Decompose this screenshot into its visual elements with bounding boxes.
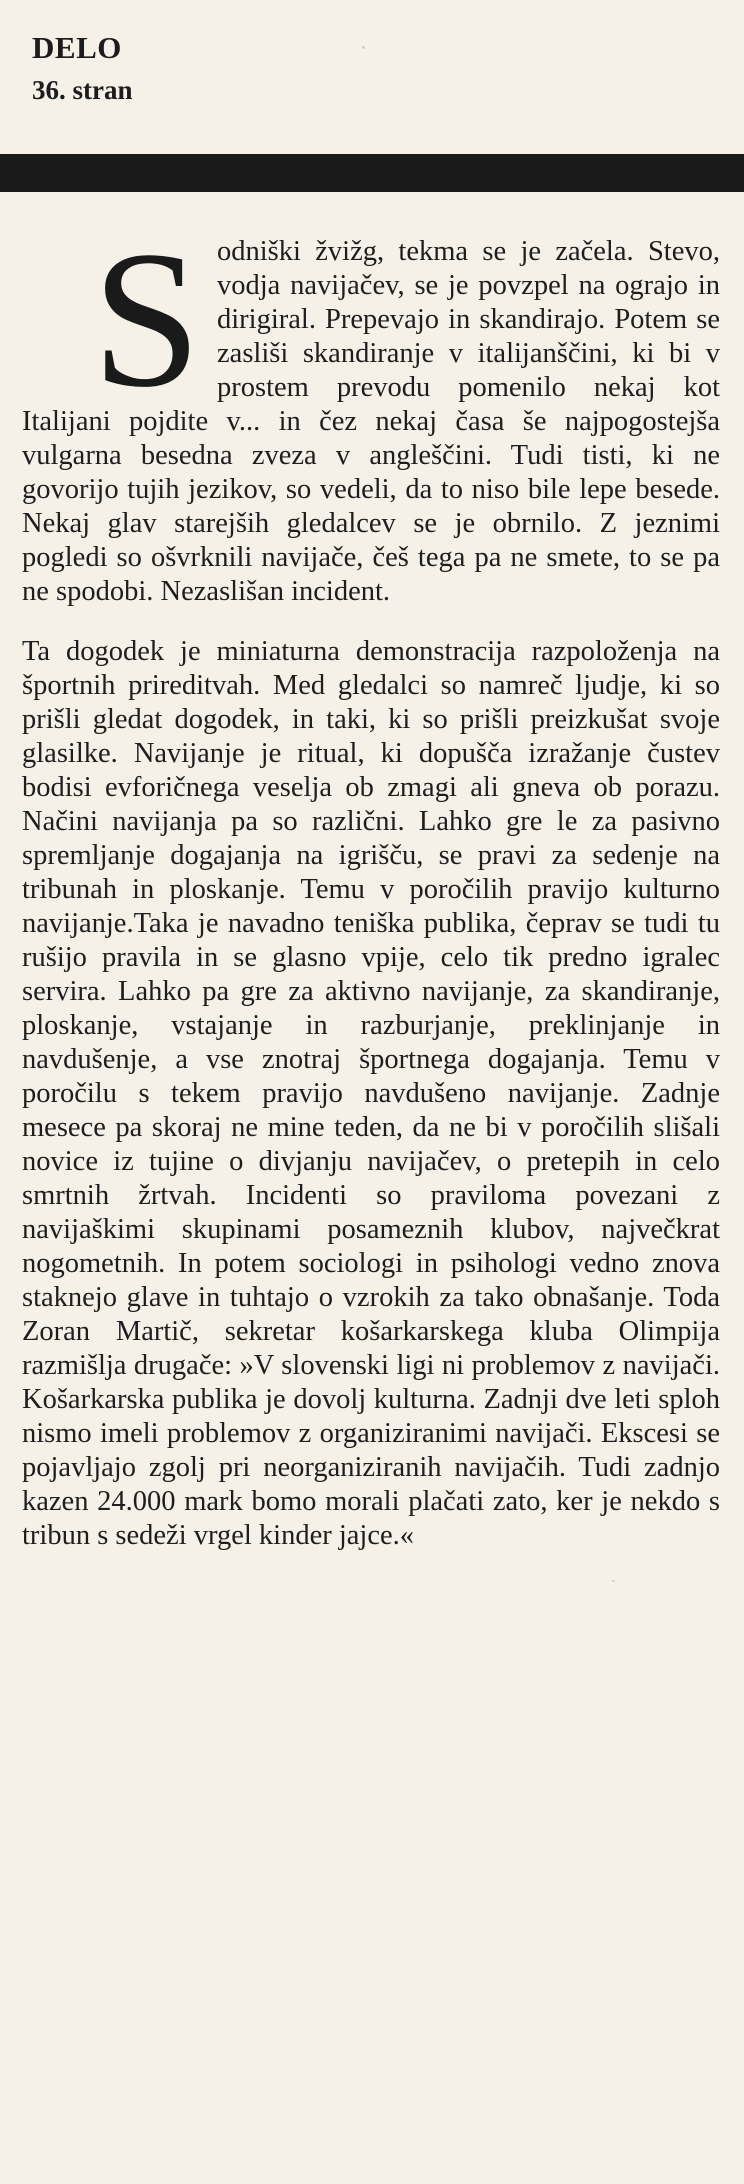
paragraph-1-text: odniški žvižg, tekma se je začela. Stevo, vodja navijačev, se je povzpel na ograjo in dirigiral. Prepevajo in skandirajo. Potem se zasliši skandiranje v italijanščini, ki bi v prostem prevodu pomenilo nekaj kot Italijani pojdite v... in čez nekaj časa še najpogostejša vulgarna besedna zveza v angleščini. Tudi tisti, ki ne govorijo tujih jezikov, so vedeli, da to niso bile lepe besede. Nekaj glav starejših gledalcev se je obrnilo. Z jeznimi pogledi so ošvrknili navijače, češ tega pa ne smete, to se pa ne spodobi. Nezaslišan incident. xyxy=(22,236,720,607)
newspaper-name: DELO xyxy=(32,30,122,65)
article-paragraph-1 xyxy=(22,211,720,609)
article-paragraph-2: Ta dogodek je miniaturna demonstracija razpoloženja na športnih prireditvah. Med gledalci so namreč ljudje, ki so prišli gledat dogodek, in taki, ki so prišli preizkušat svoje glasilke. Navijanje je ritual, ki dopušča izražanje čustev bodisi evforičnega veselja ob zmagi ali gneva ob porazu. Načini navijanja pa so različni. Lahko gre le za pasivno spremljanje dogajanja na igrišču, se pravi za sedenje na tribunah in ploskanje. Temu v poročilih pravijo kulturno navijanje.Taka je navadno teniška publika, čeprav se tudi tu rušijo pravila in se glasno vpije, celo tik predno igralec servira. Lahko pa gre za aktivno navijanje, za skandiranje, ploskanje, vstajanje in razburjanje, preklinjanje in navdušenje, a vse znotraj športnega dogajanja. Temu v poročilu s tekem pravijo navdušeno navijanje. Zadnje mesece pa skoraj ne mine teden, da ne bi v poročilih slišali novice iz tujine o divjanju navijačev, o pretepih in celo smrtnih žrtvah. Incidenti so praviloma povezani z navijaškimi skupinami posameznih klubov, največkrat nogometnih. In potem sociologi in psihologi vedno znova staknejo glave in tuhtajo o vzrokih za tako obnašanje. Toda Zoran Martič, sekretar košarkarskega kluba Olimpija razmišlja drugače: »V slovenski ligi ni problemov z navijači. Košarkarska publika je dovolj kulturna. Zadnji dve leti sploh nismo imeli problemov z organiziranimi navijači. Ekscesi se pojavljajo zgolj pri neorganiziranih navijačih. Tudi zadnjo kazen 24.000 mark bomo morali plačati zato, ker je nekdo s tribun s sedeži vrgel kinder jajce.« xyxy=(22,636,720,1551)
drop-cap: S xyxy=(92,211,202,428)
masthead xyxy=(32,30,133,110)
print-speck xyxy=(362,46,365,49)
article-body xyxy=(22,211,720,1553)
header-rule xyxy=(0,154,744,192)
print-speck xyxy=(612,1580,615,1582)
print-speck xyxy=(236,1030,238,1032)
page-number: 36. stran xyxy=(32,75,133,105)
